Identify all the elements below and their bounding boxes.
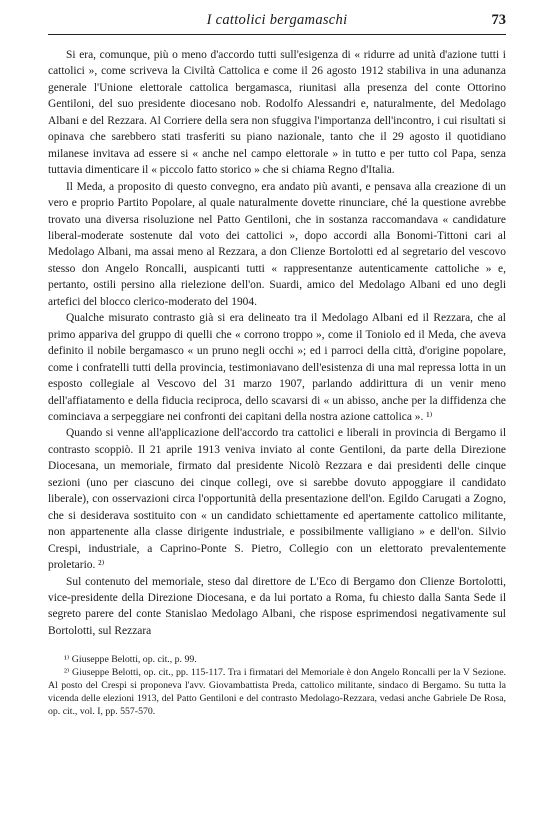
body-text: [48, 47, 506, 639]
paragraph-5: Sul contenuto del memoriale, steso dal direttore de L'Eco di Bergamo don Clienze Bortolotti, vice-presidente della Direzione Diocesana, e da lui portato a Roma, fu chiesto dalla Santa Sede il segreto parere del conte Stanislao Medolago Albani, che rispose esprimendosi negativamente sul Bortolotti, sul Rezzara: [48, 575, 506, 637]
running-head: I cattolici bergamaschi: [206, 12, 348, 28]
paragraph-4: Quando si venne all'applicazione dell'accordo tra cattolici e liberali in provincia di Bergamo il contrasto scoppiò. Il 21 aprile 1913 veniva inviato al conte Gentiloni, da parte della Direzione Diocesana, un memoriale, firmato dal presidente Nicolò Rezzara e dai presidenti delle cinque sezioni (uno per ciascuno dei cinque collegi, ove si sarebbe dovuto appoggiare il candidato liberale), con osservazioni circa l'opportunità della presentazione dell'on. Egildo Carugati a Zogno, che si desiderava sostituito con « un candidato schiettamente ed apertamente cattolico militante, non appartenente alla classe dirigente industriale, e possibilmente valligiano » e dell'on. Silvio Crespi, industriale, a Caprino-Ponte S. Pietro, Collegio con un elettorato prevalentemente proletario. ²⁾: [48, 427, 506, 572]
footnotes: [48, 653, 506, 718]
paragraph-3: Qualche misurato contrasto già si era delineato tra il Medolago Albani ed il Rezzara, che al primo appariva del gruppo di quelli che « corrono troppo », come il Toniolo ed il Meda, che aveva definito il nobile bergamasco « un pruno negli occhi »; ed i parroci della città, d'origine popolare, come i confratelli tutti della provincia, testimoniavano dell'esistenza di una mal repressa lotta in un esposto collegiale al Vescovo del 31 marzo 1907, parlando addirittura di un venir meno dell'affiatamento e della fiducia reciproca, dello scavarsi di « un abisso, anche per la diffidenza che cominciava a serpeggiare nei confronti dei capitani della nostra azione cattolica ». ¹⁾: [48, 312, 506, 423]
page-number: 73: [491, 12, 506, 28]
paragraph-1: Si era, comunque, più o meno d'accordo tutti sull'esigenza di « ridurre ad unità d'azione tutti i cattolici », come scriveva la Civiltà Cattolica e come il 26 agosto 1912 stabiliva in una adunanza generale l'Unione elettorale cattolica bergamasca, riunitasi alla presenza del conte Ottorino Gentiloni, del suo presidente diocesano nob. Rodolfo Alessandri e, naturalmente, del Medolago Albani e del Rezzara. Al Corriere della sera non sfuggiva l'importanza dell'incontro, i cui risultati si opinava che sarebbero stati trasferiti su piano nazionale, tanto che il 29 agosto il quotidiano milanese invitava ad essere si « anche nel campo elettorale » in tutto e per tutto col Papa, senza tuttavia dimenticare il « piccolo fatto storico » che si chiama Regno d'Italia.: [48, 49, 506, 177]
footnote-2: ²⁾ Giuseppe Belotti, op. cit., pp. 115-117. Tra i firmatari del Memoriale è don Angelo Roncalli per la V Sezione. Al posto del Crespi si proponeva l'avv. Giovambattista Preda, cattolico militante, sindaco di Bergamo. Su tutta la vicenda delle elezioni 1913, del Patto Gentiloni e del contrasto Medolago-Rezzara, vedasi anche Gabriele De Rosa, op. cit., vol. I, pp. 557-570.: [48, 667, 506, 718]
page-header: [48, 10, 506, 35]
footnote-1: ¹⁾ Giuseppe Belotti, op. cit., p. 99.: [64, 654, 197, 666]
paragraph-2: Il Meda, a proposito di questo convegno, era andato più avanti, e pensava alla creazione di un vero e proprio Partito Popolare, al quale naturalmente dovette rinunciare, ché la questione avrebbe trovato una diversa risoluzione nel Patto Gentiloni, che in sostanza raccomandava « candidature liberal-moderate sostenute dal voto dei cattolici », dopo accordi alla Bonomi-Tittoni cari al Medolago Albani, ma assai meno al Rezzara, a don Clienze Bortolotti ed al segretario del vescovo stesso don Angelo Roncalli, auspicanti tutti « rappresentanze autenticamente cattoliche » e, pertanto, ostili persino alla rielezione dell'on. Suardi, amico del Medolago Albani ed uno degli artefici del blocco clerico-moderato del 1904.: [48, 180, 506, 308]
